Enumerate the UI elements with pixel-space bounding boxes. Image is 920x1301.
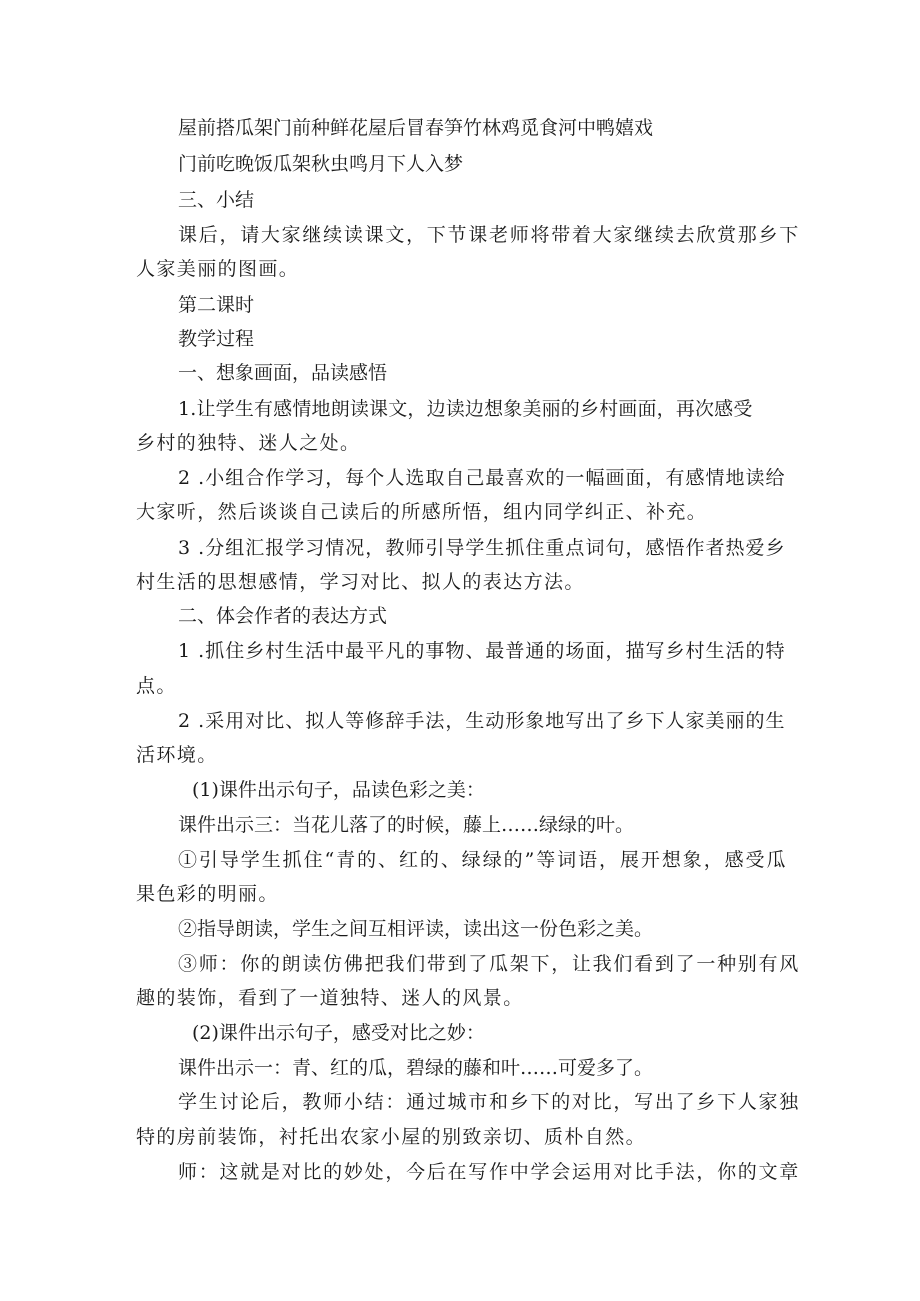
section-heading: 三、小结	[178, 189, 255, 211]
section-heading: 一、想象画面，品读感悟	[178, 362, 388, 384]
text-line: 点。	[136, 675, 177, 697]
text-line: 趣的装饰，看到了一道独特、迷人的风景。	[136, 987, 524, 1009]
text-line: 门前吃晚饭瓜架秋虫鸣月下人入梦	[178, 153, 464, 175]
text-line: 2 .采用对比、拟人等修辞手法，生动形象地写出了乡下人家美丽的生	[178, 710, 786, 732]
text-line: (2)课件出示句子，感受对比之妙：	[192, 1022, 485, 1044]
text-line: 课件出示三：当花儿落了的时候，藤上……绿绿的叶。	[178, 814, 635, 836]
section-heading: 第二课时	[178, 294, 255, 316]
text-line: 特的房前装饰，衬托出农家小屋的别致亲切、质朴自然。	[136, 1126, 647, 1148]
section-heading: 二、体会作者的表达方式	[178, 605, 388, 627]
text-line: 1.让学生有感情地朗读课文，边读边想象美丽的乡村画面，再次感受	[178, 398, 753, 420]
text-line: ②指导朗读，学生之间互相评读，读出这一份色彩之美。	[178, 918, 654, 940]
text-line: 学生讨论后，教师小结：通过城市和乡下的对比，写出了乡下人家独	[178, 1091, 801, 1113]
text-line: 活环境。	[136, 744, 218, 766]
text-line: 村生活的思想感情，学习对比、拟人的表达方法。	[136, 571, 585, 593]
text-line: 课后，请大家继续读课文，下节课老师将带着大家继续去欣赏那乡下	[178, 224, 801, 246]
text-line: ③师：你的朗读仿佛把我们带到了瓜架下，让我们看到了一种别有风	[178, 953, 801, 975]
text-line: 果色彩的明丽。	[136, 883, 279, 905]
text-line: 课件出示一：青、红的瓜，碧绿的藤和叶……可爱多了。	[178, 1057, 654, 1079]
text-line: 屋前搭瓜架门前种鲜花屋后冒春笋竹林鸡觅食河中鸭嬉戏	[178, 117, 654, 139]
section-heading: 教学过程	[178, 328, 255, 350]
text-line: 乡村的独特、迷人之处。	[136, 432, 361, 454]
text-line: 师：这就是对比的妙处，今后在写作中学会运用对比手法，你的文章	[178, 1161, 801, 1183]
text-line: 3 .分组汇报学习情况，教师引导学生抓住重点词句，感悟作者热爱乡	[178, 537, 786, 559]
text-line: (1)课件出示句子，品读色彩之美：	[192, 779, 485, 801]
text-line: 大家听，然后谈谈自己读后的所感所悟，组内同学纠正、补充。	[136, 501, 708, 523]
text-line: 1 .抓住乡村生活中最平凡的事物、最普通的场面，描写乡村生活的特	[178, 640, 786, 662]
text-line: 人家美丽的图画。	[136, 258, 300, 280]
text-line: ①引导学生抓住“青的、红的、绿绿的”等词语，展开想象，感受瓜	[178, 849, 788, 871]
text-line: 2 .小组合作学习，每个人选取自己最喜欢的一幅画面，有感情地读给	[178, 467, 786, 489]
